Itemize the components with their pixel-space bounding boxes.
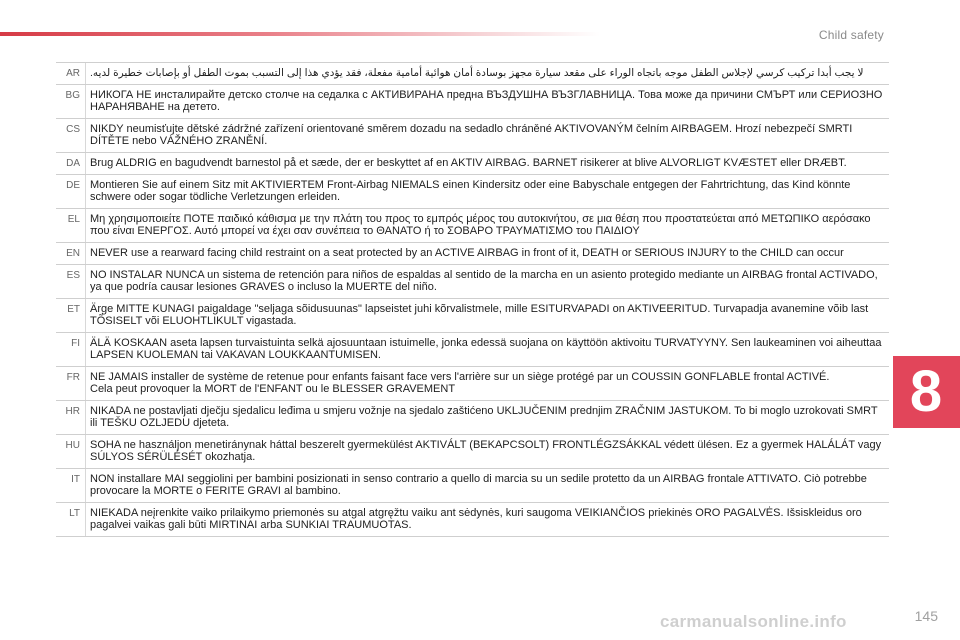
warning-text: NEVER use a rearward facing child restraint on a seat protected by an ACTIVE AIRBAG in front of it, DEATH or SERIOUS INJURY to the CHILD can occur: [85, 243, 889, 264]
warning-text: Μη χρησιμοποιείτε ΠΟΤΕ παιδικό κάθισμα με την πλάτη του προς το εμπρός μέρος του αυτοκινήτου, σε μια θέση που προστατεύεται από ΜΕΤΩΠΙΚΟ αερόσακο που είναι ΕΝΕΡΓΟΣ. Αυτό μπορεί να έχει σαν συνέπεια το ΘΑΝΑΤΟ ή το ΣΟΒΑΡΟ ΤΡΑΥΜΑΤΙΣΜΟ του ΠΑΙΔΙΟΥ: [85, 209, 889, 242]
warning-row-de: [56, 174, 889, 208]
warning-row-es: [56, 264, 889, 298]
watermark: carmanualsonline.info: [660, 612, 847, 631]
chapter-number: 8: [909, 359, 943, 424]
warning-text: НИКОГА НЕ инсталирайте детско столче на седалка с АКТИВИРАНА предна ВЪЗДУШНА ВЪЗГЛАВНИЦА. Това може да причини СМЪРТ или СЕРИОЗНО НАРАНЯВАНЕ на детето.: [85, 85, 889, 118]
language-code: LT: [69, 508, 80, 519]
warning-text: Montieren Sie auf einem Sitz mit AKTIVIERTEM Front-Airbag NIEMALS einen Kindersitz oder eine Babyschale entgegen der Fahrtrichtung, das Kind könnte schwere oder sogar tödliche Verletzungen erleiden.: [85, 175, 889, 208]
warning-text: NIKADA ne postavljati dječju sjedalicu leđima u smjeru vožnje na sjedalo zaštićeno UKLJUČENIM prednjim ZRAČNIM JASTUKOM. To bi moglo uzrokovati SMRT ili TEŠKU OZLJEDU djeteta.: [85, 401, 889, 434]
language-code: HR: [65, 406, 80, 417]
warning-row-hr: [56, 400, 889, 434]
language-code: IT: [71, 474, 80, 485]
warning-table: [56, 62, 889, 537]
language-code: EN: [66, 248, 80, 259]
language-code: HU: [65, 440, 80, 451]
warning-row-da: [56, 152, 889, 174]
warning-text: NIEKADA neįrenkite vaiko prilaikymo priemonės su atgal atgręžtu vaiku ant sėdynės, kuri saugoma VEIKIANČIOS priekinės ORO PAGALVĖS. Išsiskleidus oro pagalvei vaikas gali būti MIRTINAI arba SUNKIAI TRAUMUOTAS.: [85, 503, 889, 536]
language-code: ET: [67, 304, 80, 315]
language-code: ES: [66, 270, 80, 281]
warning-text: Brug ALDRIG en bagudvendt barnestol på et sæde, der er beskyttet af en AKTIV AIRBAG. BARNET risikerer at blive ALVORLIGT KVÆSTET eller DRÆBT.: [85, 153, 889, 174]
warning-text: NO INSTALAR NUNCA un sistema de retención para niños de espaldas al sentido de la marcha en un asiento protegido mediante un AIRBAG frontal ACTIVADO, ya que podría causar lesiones GRAVES o incluso la MUERTE del niño.: [85, 265, 889, 298]
warning-text: ÄLÄ KOSKAAN aseta lapsen turvaistuinta selkä ajosuuntaan istuimelle, jonka edessä suojana on käyttöön aktivoitu TURVATYYNY. Sen laukeaminen voi aiheuttaa LAPSEN KUOLEMAN tai VAKAVAN LOUKKAANTUMISEN.: [85, 333, 889, 366]
warning-row-ar: [56, 62, 889, 84]
language-code: DE: [66, 180, 80, 191]
warning-text: NE JAMAIS installer de système de retenue pour enfants faisant face vers l'arrière sur un siège protégé par un COUSSIN GONFLABLE frontal ACTIVÉ. Cela peut provoquer la MORT de l'ENFANT ou le BLESSER GRAVEMENT: [85, 367, 889, 400]
warning-text: NIKDY neumisťujte dětské zádržné zařízení orientované směrem dozadu na sedadlo chráněné AKTIVOVANÝM čelním AIRBAGEM. Hrozí nebezpečí SMRTI DÍTĚTE nebo VÁŽNÉHO ZRANĚNÍ.: [85, 119, 889, 152]
language-code: AR: [66, 68, 80, 79]
warning-row-cs: [56, 118, 889, 152]
page-number: 145: [914, 608, 938, 624]
warning-row-el: [56, 208, 889, 242]
warning-row-hu: [56, 434, 889, 468]
warning-text: NON installare MAI seggiolini per bambini posizionati in senso contrario a quello di marcia su un sedile protetto da un AIRBAG frontale ATTIVATO. Ciò potrebbe provocare la MORTE o FERITE GRAVI al bambino.: [85, 469, 889, 502]
language-code: FR: [66, 372, 80, 383]
language-code: BG: [65, 90, 80, 101]
warning-row-fr: [56, 366, 889, 400]
warning-row-lt: [56, 502, 889, 537]
language-code: FI: [71, 338, 80, 349]
warning-row-en: [56, 242, 889, 264]
header-accent-bar: [0, 32, 600, 36]
language-code: DA: [66, 158, 80, 169]
warning-text: لا يجب أبدا تركيب كرسي لإجلاس الطفل موجه باتجاه الوراء على مقعد سيارة مجهز بوسادة أمان هوائية أمامية مفعلة، فقد يؤدي هذا إلى التسبب بموت الطفل أو بإصابات خطيرة لديه.: [85, 63, 889, 84]
section-title: Child safety: [818, 28, 884, 42]
warning-text: Ärge MITTE KUNAGI paigaldage "seljaga sõidusuunas" lapseistet juhi kõrvalistmele, mille ESITURVAPADI on AKTIVEERITUD. Turvapadja avanemine võib last TÕSISELT või ELUOHTLIKULT vigastada.: [85, 299, 889, 332]
warning-row-it: [56, 468, 889, 502]
language-code: EL: [67, 214, 80, 225]
warning-row-et: [56, 298, 889, 332]
warning-row-fi: [56, 332, 889, 366]
warning-row-bg: [56, 84, 889, 118]
warning-text: SOHA ne használjon menetiránynak háttal beszerelt gyermekülést AKTIVÁLT (BEKAPCSOLT) FRONTLÉGZSÁKKAL védett ülésen. Ez a gyermek HALÁLÁT vagy SÚLYOS SÉRÜLÉSÉT okozhatja.: [85, 435, 889, 468]
language-code: CS: [66, 124, 80, 135]
